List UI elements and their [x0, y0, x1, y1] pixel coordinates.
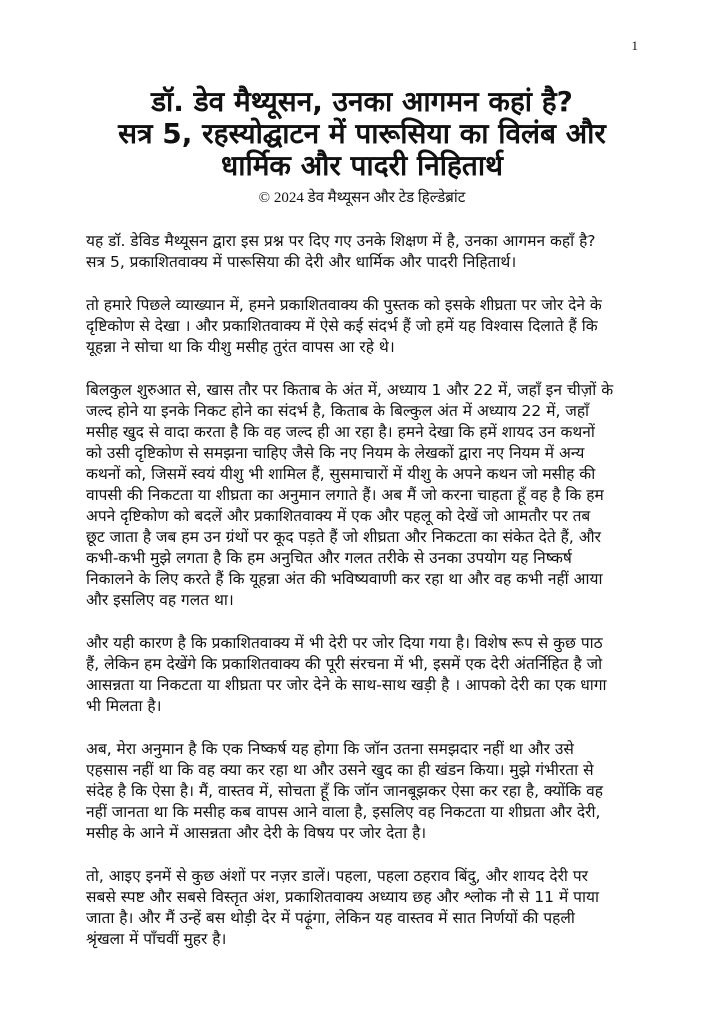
paragraph-line: और यही कारण है कि प्रकाशितवाक्य में भी देरी पर जोर दिया गया है। विशेष रूप से कुछ पाठ	[86, 634, 603, 652]
paragraph-line: अपने दृष्टिकोण को बदलें और प्रकाशितवाक्य में एक और पहलू को देखें जो आमतौर पर तब	[86, 507, 591, 525]
paragraph-line: एहसास नहीं था कि वह क्या कर रहा था और उसने खुद का ही खंडन किया। मुझे गंभीरता से	[86, 761, 594, 779]
paragraph	[86, 866, 686, 950]
paragraph-line: बिलकुल शुरुआत से, खास तौर पर किताब के अंत में, अध्याय 1 और 22 में, जहाँ इन चीज़ों के	[86, 381, 614, 399]
paragraph-line: तो हमारे पिछले व्याख्यान में, हमने प्रकाशितवाक्य की पुस्तक को इसके शीघ्रता पर जोर देने के	[86, 296, 602, 314]
paragraph-line: जाता है। और मैं उन्हें बस थोड़ी देर में पढ़ूंगा, लेकिन यह वास्तव में सात निर्णयों की पहली	[86, 909, 575, 927]
paragraph-line: नहीं जानता था कि मसीह कब वापस आने वाला है, इसलिए वह निकटता या शीघ्रता और देरी,	[86, 803, 601, 821]
paragraph-line: तो, आइए इनमें से कुछ अंशों पर नज़र डालें। पहला, पहला ठहराव बिंदु, और शायद देरी पर	[86, 867, 589, 885]
paragraph-line: यह डॉ. डेविड मैथ्यूसन द्वारा इस प्रश्न पर दिए गए उनके शिक्षण में है, उनका आगमन कहाँ है?	[86, 232, 596, 250]
paragraph-line: संदेह है कि ऐसा है। मैं, वास्तव में, सोचता हूँ कि जॉन जानबूझकर ऐसा कर रहा है, क्योंकि वह	[86, 782, 603, 800]
paragraph	[86, 231, 686, 273]
paragraph-line: आसन्नता या निकटता या शीघ्रता पर जोर देने के साथ-साथ खड़ी है । आपको देरी का एक धागा	[86, 676, 607, 694]
paragraph-line: हैं, लेकिन हम देखेंगे कि प्रकाशितवाक्य की पूरी संरचना में भी, इसमें एक देरी अंतर्निहित है जो	[86, 655, 603, 673]
paragraph-line: और इसलिए वह गलत था।	[86, 591, 234, 609]
paragraph-line: यूहन्ना ने सोचा था कि यीशु मसीह तुरंत वापस आ रहे थे।	[86, 338, 395, 356]
copyright-line: © 2024 डेव मैथ्यूसन और टेड हिल्डेब्रांट	[258, 190, 466, 206]
title-line: धार्मिक और पादरी निहितार्थ	[220, 149, 504, 182]
title-line: सत्र 5, रहस्योद्घाटन में पारूसिया का विलंब और	[118, 117, 606, 150]
paragraph-line: दृष्टिकोण से देखा । और प्रकाशितवाक्य में ऐसे कई संदर्भ हैं जो हमें यह विश्वास दिलाते हैं कि	[86, 317, 598, 335]
title-line: डॉ. डेव मैथ्यूसन, उनका आगमन कहां है?	[151, 85, 573, 118]
paragraph	[86, 380, 686, 611]
paragraph-line: को उसी दृष्टिकोण से समझना चाहिए जैसे कि नए नियम के लेखकों द्वारा नए नियम में अन्य	[86, 444, 585, 462]
paragraph-line: अब, मेरा अनुमान है कि एक निष्कर्ष यह होगा कि जॉन उतना समझदार नहीं था और उसे	[86, 740, 574, 758]
paragraph	[86, 295, 686, 358]
paragraph	[86, 739, 686, 844]
paragraph-line: मसीह के आने में आसन्नता और देरी के विषय पर जोर देता है।	[86, 824, 427, 842]
document-title	[0, 86, 724, 182]
paragraph-line: श्रृंखला में पाँचवीं मुहर है।	[86, 930, 227, 948]
paragraph-line: निकालने के लिए करते हैं कि यूहन्ना अंत की भविष्यवाणी कर रहा था और वह कभी नहीं आया	[86, 570, 603, 588]
paragraph-line: सबसे स्पष्ट और सबसे विस्तृत अंश, प्रकाशितवाक्य अध्याय छह और श्लोक नौ से 11 में पाया	[86, 888, 599, 906]
paragraph-line: भी मिलता है।	[86, 697, 162, 715]
paragraph-line: कथनों को, जिसमें स्वयं यीशु भी शामिल हैं, सुसमाचारों में यीशु के अपने कथन जो मसीह की	[86, 465, 596, 483]
paragraph-line: जल्द होने या इनके निकट होने का संदर्भ है, किताब के बिल्कुल अंत में अध्याय 22 में, जहाँ	[86, 402, 590, 420]
paragraph-line: छूट जाता है जब हम उन ग्रंथों पर कूद पड़ते हैं जो शीघ्रता और निकटता का संकेत देते हैं, और	[86, 528, 601, 546]
paragraph	[86, 633, 686, 717]
paragraph-line: सत्र 5, प्रकाशितवाक्य में पारूसिया की देरी और धार्मिक और पादरी निहितार्थ।	[86, 253, 517, 271]
document-body	[86, 231, 686, 972]
paragraph-line: मसीह खुद से वादा करता है कि वह जल्द ही आ रहा है। हमने देखा कि हमें शायद उन कथनों	[86, 423, 595, 441]
paragraph-line: कभी-कभी मुझे लगता है कि हम अनुचित और गलत तरीके से उनका उपयोग यह निष्कर्ष	[86, 549, 572, 567]
page-number: 1	[631, 38, 638, 53]
paragraph-line: वापसी की निकटता या शीघ्रता का अनुमान लगाते हैं। अब मैं जो करना चाहता हूँ वह है कि हम	[86, 486, 604, 504]
